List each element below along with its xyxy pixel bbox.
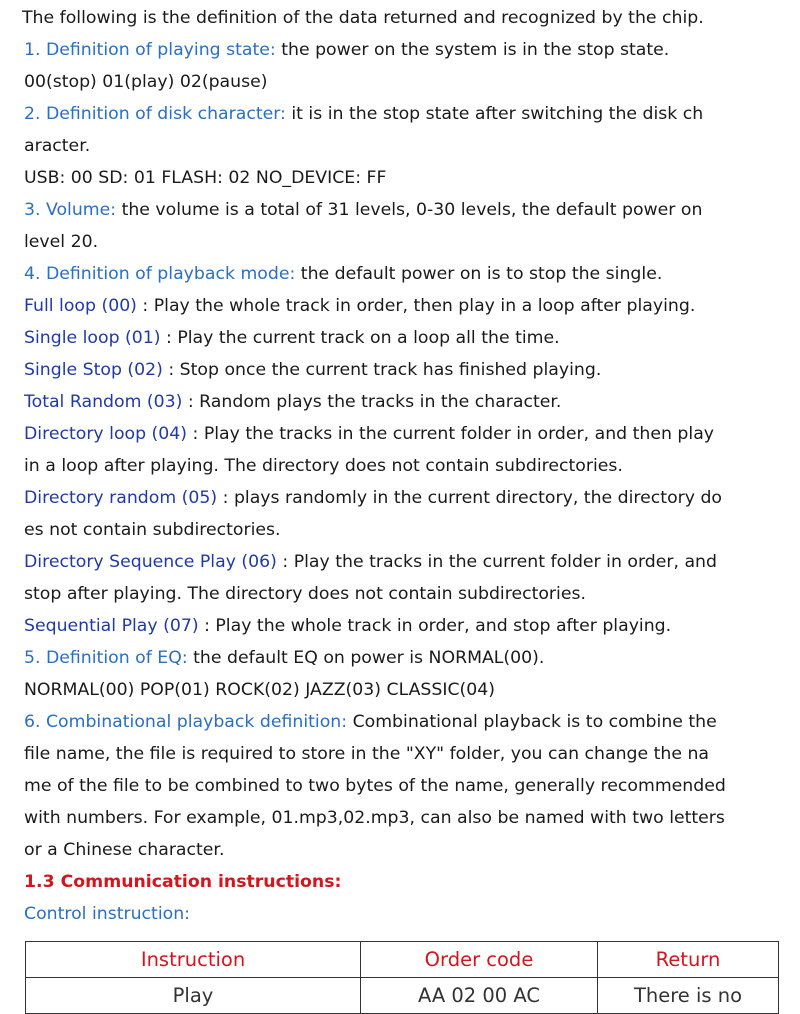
line-text: USB: 00 SD: 01 FLASH: 02 NO_DEVICE: FF [24,168,387,188]
text-line [24,98,786,130]
line-text: : Play the whole track in order, then play in a loop after playing. [136,296,696,316]
instruction-table [25,941,779,1014]
text-line [24,514,786,546]
text-line [24,610,786,642]
text-line [24,34,786,66]
line-text: : Play the whole track in order, and stop after playing. [198,616,672,636]
text-line [24,578,786,610]
text-line [24,290,786,322]
line-text: stop after playing. The directory does not contain subdirectories. [24,584,586,604]
text-line [24,802,786,834]
text-line [24,738,786,770]
line-text: : Play the tracks in the current folder in order, and [276,552,717,572]
text-line [24,482,786,514]
text-line [22,2,786,34]
line-text: 00(stop) 01(play) 02(pause) [24,72,268,92]
line-text: in a loop after playing. The directory does not contain subdirectories. [24,456,623,476]
line-text: file name, the file is required to store in the "XY" folder, you can change the na [24,744,710,764]
mode-label: Directory Sequence Play (06) [24,552,277,572]
line-text: level 20. [24,232,99,252]
header-return: Return [598,942,779,978]
definition-label: 3. Volume: [24,200,117,220]
cell-instruction: Play [26,978,361,1014]
line-text: the default power on is to stop the single. [295,264,663,284]
line-text: it is in the stop state after switching the disk ch [285,104,704,124]
line-text: the default EQ on power is NORMAL(00). [187,648,545,668]
mode-label: Directory random (05) [24,488,218,508]
line-text: : Play the current track on a loop all the time. [160,328,560,348]
mode-label: Full loop (00) [24,296,137,316]
text-line [24,834,786,866]
definition-label: 2. Definition of disk character: [24,104,286,124]
table-row [26,978,779,1014]
text-line [24,706,786,738]
line-text: NORMAL(00) POP(01) ROCK(02) JAZZ(03) CLASSIC(04) [24,680,495,700]
line-text: Combinational playback is to combine the [347,712,717,732]
mode-label: Total Random (03) [24,392,183,412]
section-heading: 1.3 Communication instructions: [24,872,342,892]
text-line [24,674,786,706]
line-text: aracter. [24,136,91,156]
definition-label: 5. Definition of EQ: [24,648,188,668]
text-line [24,418,786,450]
text-line [24,386,786,418]
text-line [24,162,786,194]
cell-return: There is no [598,978,779,1014]
mode-label: Single Stop (02) [24,360,163,380]
definition-label: 4. Definition of playback mode: [24,264,296,284]
text-line [24,354,786,386]
cell-order-code: AA 02 00 AC [361,978,598,1014]
text-line [24,130,786,162]
table-header-row [26,942,779,978]
text-line [24,258,786,290]
subheading: Control instruction: [24,904,190,924]
text-line [24,322,786,354]
text-line [24,450,786,482]
line-text: The following is the definition of the data returned and recognized by the chip. [22,8,704,28]
header-order-code: Order code [361,942,598,978]
header-instruction: Instruction [26,942,361,978]
definition-label: 6. Combinational playback definition: [24,712,348,732]
line-text: the volume is a total of 31 levels, 0-30 levels, the default power on [116,200,703,220]
line-text: : Play the tracks in the current folder in order, and then play [187,424,715,444]
text-line [24,546,786,578]
definition-label: 1. Definition of playing state: [24,40,276,60]
line-text: the power on the system is in the stop state. [275,40,670,60]
line-text: with numbers. For example, 01.mp3,02.mp3, can also be named with two letters [24,808,725,828]
text-line [24,226,786,258]
text-line [24,66,786,98]
line-text: : Random plays the tracks in the character. [182,392,562,412]
text-line [24,642,786,674]
mode-label: Single loop (01) [24,328,161,348]
line-text: : plays randomly in the current directory, the directory do [217,488,723,508]
line-text: : Stop once the current track has finished playing. [162,360,602,380]
line-text: es not contain subdirectories. [24,520,281,540]
text-line [24,194,786,226]
text-line [24,770,786,802]
mode-label: Directory loop (04) [24,424,188,444]
mode-label: Sequential Play (07) [24,616,199,636]
line-text: me of the file to be combined to two bytes of the name, generally recommended [24,776,726,796]
line-text: or a Chinese character. [24,840,225,860]
